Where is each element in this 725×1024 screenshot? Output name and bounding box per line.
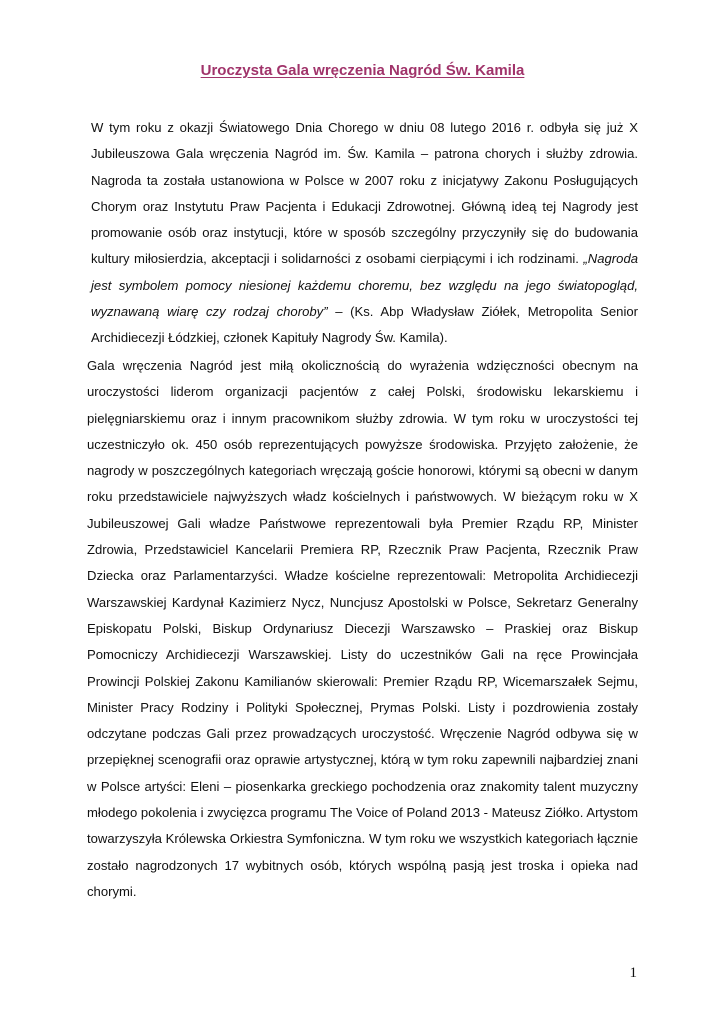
quote-attribution: – (Ks. Abp Władysław Ziółek, Metropolita Senior Archidiecezji Łódzkiej, członek Kapituły Nagrody Św. Kamila).	[91, 304, 639, 346]
intro-text: W tym roku z okazji Światowego Dnia Chorego w dniu 08 lutego 2016 r. odbyła się już X Jubileuszowa Gala wręczenia Nagród im. Św. Kamila – patrona chorych i służby zdrowia. Nagroda ta została ustanowiona w Polsce w 2007 roku z inicjatywy Zakonu Posługujących Chorym oraz Instytutu Praw Pacjenta i Edukacji Zdrowotnej. Główną ideą tej Nagrody jest promowanie osób oraz instytucji, które w sposób szczególny przyczyniły się do budowania kultury miłosierdzia, akceptacji i solidarności z osobami cierpiącymi i ich rodzinami.	[91, 120, 638, 267]
page-number: 1	[629, 965, 637, 981]
body-paragraph: Gala wręczenia Nagród jest miłą okolicznością do wyrażenia wdzięczności obecnym na uroczystości liderom organizacji pacjentów z całej Polski, środowisku lekarskiemu i pielęgniarskiemu oraz i innym pracownikom służby zdrowia. W tym roku w uroczystości tej uczestniczyło ok. 450 osób reprezentujących powyższe środowiska. Przyjęto założenie, że nagrody w poszczególnych kategoriach wręczają goście honorowi, którymi są obecni w danym roku przedstawiciele najwyższych władz kościelnych i państwowych. W bieżącym roku w X Jubileuszowej Gali władze Państwowe reprezentowali była Premier Rządu RP, Minister Zdrowia, Przedstawiciel Kancelarii Premiera RP, Rzecznik Praw Pacjenta, Rzecznik Praw Dziecka oraz Parlamentarzyści. Władze kościelne reprezentowali: Metropolita Archidiecezji Warszawskiej Kardynał Kazimierz Nycz, Nuncjusz Apostolski w Polsce, Sekretarz Generalny Episkopatu Polski, Biskup Ordynariusz Diecezji Warszawsko – Praskiej oraz Biskup Pomocniczy Archidiecezji Warszawskiej. Listy do uczestników Gali na ręce Prowincjała Prowincji Polskiej Zakonu Kamilianów skierowali: Premier Rządu RP, Wicemarszałek Sejmu, Minister Pracy Rodziny i Polityki Społecznej, Prymas Polski. Listy i pozdrowienia zostały odczytane podczas Gali przez prowadzących uroczystość. Wręczenie Nagród odbywa się w przepięknej scenografii oraz oprawie artystycznej, którą w tym roku zapewnili najbardziej znani w Polsce artyści: Eleni – piosenkarka greckiego pochodzenia oraz znakomity talent muzyczny młodego pokolenia i zwycięzca programu The Voice of Poland 2013 - Mateusz Ziółko. Artystom towarzyszyła Królewska Orkiestra Symfoniczna. W tym roku we wszystkich kategoriach łącznie zostało nagrodzonych 17 wybitnych osób, których wspólną pasją jest troska i opieka nad chorymi.	[87, 358, 638, 899]
document-title: Uroczysta Gala wręczenia Nagród Św. Kamila	[200, 62, 525, 79]
quote-text: „Nagroda jest symbolem pomocy niesionej każdemu choremu, bez względu na jego światopogląd, wyznawaną wiarę czy rodzaj choroby”	[91, 251, 639, 320]
intro-paragraph	[91, 115, 638, 352]
